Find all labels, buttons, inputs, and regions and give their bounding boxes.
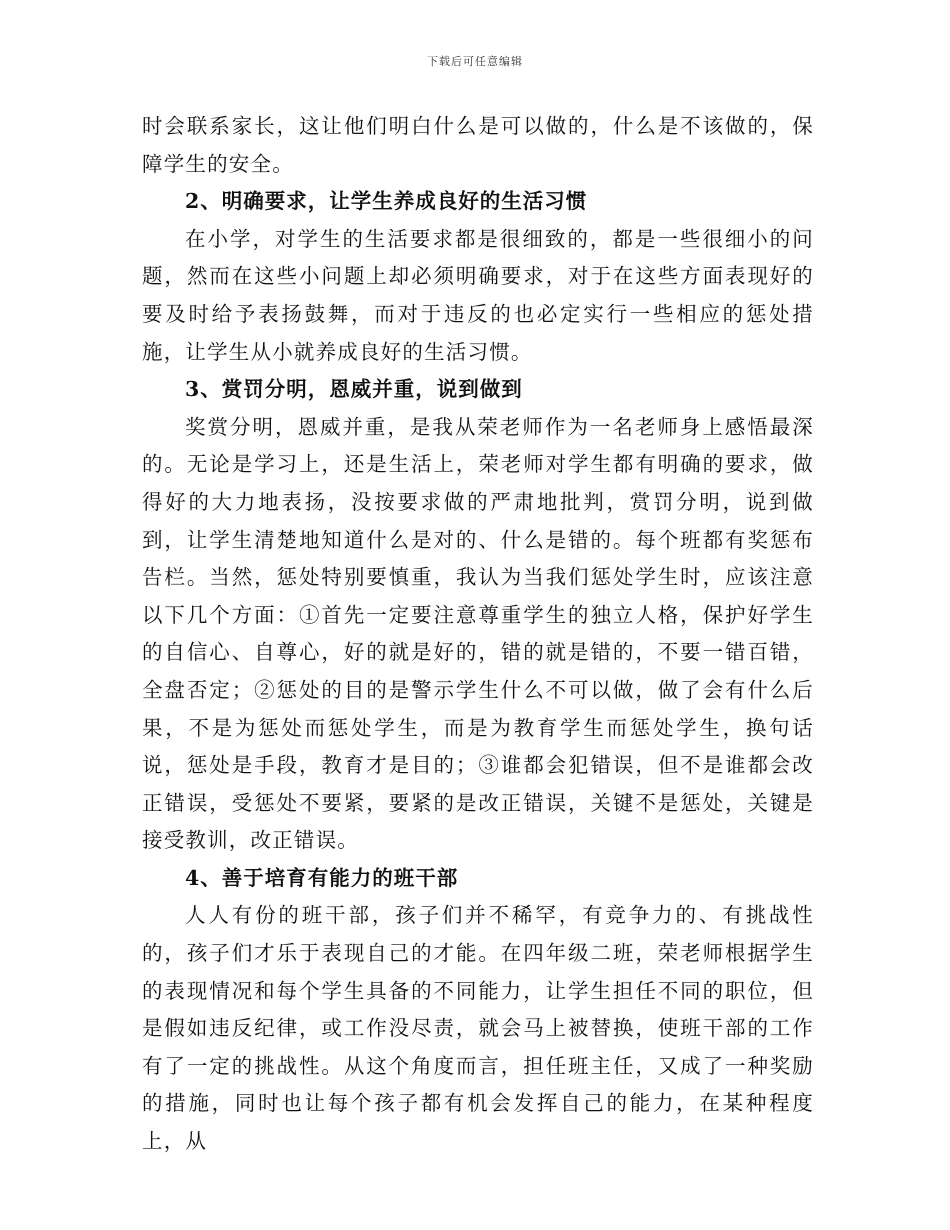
paragraph: 奖赏分明，恩威并重，是我从荣老师作为一名老师身上感悟最深的。无论是学习上，还是生活上，荣老师对学生都有明确的要求，做得好的大力地表扬，没按要求做的严肃地批判，赏罚分明，说到做到，让学生清楚地知道什么是对的、什么是错的。每个班都有奖惩布告栏。当然，惩处特别要慎重，我认为当我们惩处学生时，应该注意以下几个方面：①首先一定要注意尊重学生的独立人格，保护好学生的自信心、自尊心，好的就是好的，错的就是错的，不要一错百错，全盘否定；②惩处的目的是警示学生什么不可以做，做了会有什么后果，不是为惩处而惩处学生，而是为教育学生而惩处学生，换句话说，惩处是手段，教育才是目的；③谁都会犯错误，但不是谁都会改正错误，受惩处不要紧，要紧的是改正错误，关键不是惩处，关键是接受教训，改正错误。	[142, 414, 814, 853]
section-heading: 3、赏罚分明，恩威并重，说到做到	[185, 377, 523, 402]
document-body	[142, 108, 814, 1161]
paragraph: 时会联系家长，这让他们明白什么是可以做的，什么是不该做的，保障学生的安全。	[142, 114, 814, 176]
paragraph: 人人有份的班干部，孩子们并不稀罕，有竞争力的、有挑战性的，孩子们才乐于表现自己的才能。在四年级二班，荣老师根据学生的表现情况和每个学生具备的不同能力，让学生担任不同的职位，但是假如违反纪律，或工作没尽责，就会马上被替换，使班干部的工作有了一定的挑战性。从这个角度而言，担任班主任，又成了一种奖励的措施，同时也让每个孩子都有机会发挥自己的能力，在某种程度上，从	[142, 903, 814, 1154]
section-heading: 2、明确要求，让学生养成良好的生活习惯	[185, 189, 588, 214]
page-header: 下载后可任意编辑	[427, 55, 523, 68]
paragraph: 在小学，对学生的生活要求都是很细致的，都是一些很细小的问题，然而在这些小问题上却必须明确要求，对于在这些方面表现好的要及时给予表扬鼓舞，而对于违反的也必定实行一些相应的惩处措施，让学生从小就养成良好的生活习惯。	[142, 226, 814, 364]
section-heading: 4、善于培育有能力的班干部	[185, 865, 459, 890]
